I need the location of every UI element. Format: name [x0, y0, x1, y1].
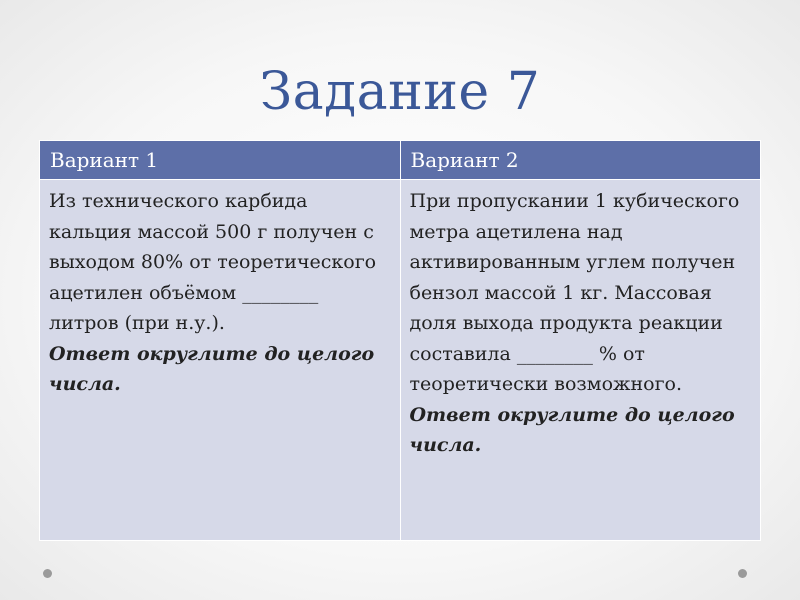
- variant-2-task-text: При пропускании 1 кубического метра ацетилена над активированным углем получен бензол массой 1 кг. Массовая доля выхода продукта реакции составила ________ % от теоретически возможного.: [409, 190, 740, 395]
- right-corner-dot-icon: [738, 569, 747, 578]
- slide-title: Задание 7: [259, 62, 541, 122]
- variant-2-cell: [400, 180, 761, 541]
- left-corner-dot-icon: [43, 569, 52, 578]
- header-variant-1: Вариант 1: [40, 141, 401, 180]
- header-variant-2: Вариант 2: [400, 141, 761, 180]
- table-row: [40, 180, 761, 541]
- variant-1-cell: [40, 180, 401, 541]
- variant-2-answer-note: Ответ округлите до целого числа.: [409, 403, 735, 456]
- variant-1-answer-note: Ответ округлите до целого числа.: [49, 342, 375, 395]
- task-table: [39, 140, 761, 541]
- table-header-row: [40, 141, 761, 180]
- variant-1-task-text: Из технического карбида кальция массой 500 г получен с выходом 80% от теоретического ацетилен объёмом ________ литров (при н.у.).: [49, 190, 377, 334]
